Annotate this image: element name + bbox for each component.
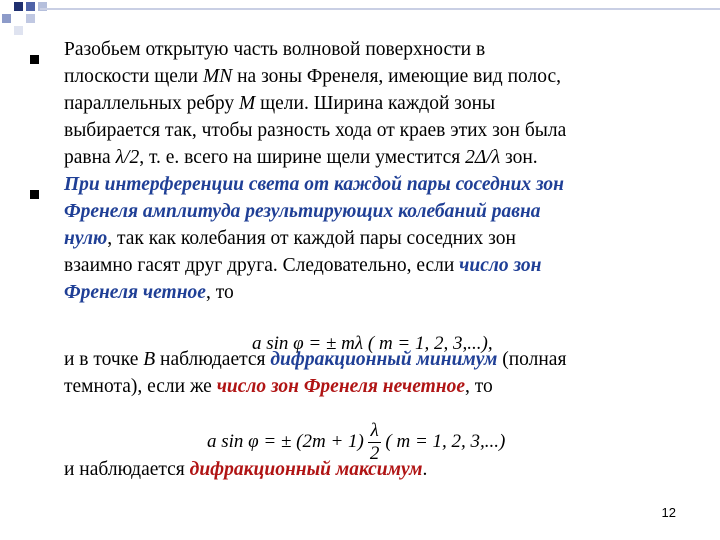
- expression: λ/2: [115, 147, 140, 168]
- text: плоскости щели: [64, 66, 203, 87]
- text: и в точке: [64, 349, 144, 370]
- variable: M: [239, 93, 256, 114]
- decor-square: [26, 2, 35, 11]
- emphasis: нулю: [64, 228, 108, 249]
- text: выбирается так, чтобы разность хода от краев этих зон была: [64, 120, 567, 141]
- text: , так как колебания от каждой пары соседних зон: [107, 228, 516, 249]
- text: взаимно гасят друг друга. Следовательно, если: [64, 255, 460, 276]
- emphasis: дифракционный минимум: [270, 349, 498, 370]
- emphasis: Френеля амплитуда результирующих колебаний равна: [64, 201, 541, 222]
- text: темнота), если же: [64, 376, 217, 397]
- paragraph-1: [64, 36, 702, 171]
- decor-square: [2, 14, 11, 23]
- variable: MN: [202, 66, 233, 87]
- corner-decoration: [0, 0, 720, 40]
- emphasis: число зон Френеля нечетное: [216, 376, 466, 397]
- decor-square: [14, 2, 23, 11]
- decor-square: [26, 14, 35, 23]
- text: наблюдается: [155, 349, 271, 370]
- text: щели. Ширина каждой зоны: [255, 93, 496, 114]
- text: зон.: [500, 147, 538, 168]
- emphasis: Френеля четное: [64, 282, 206, 303]
- formula-left: a sin φ = ± (2m + 1): [207, 430, 364, 452]
- text: Разобьем открытую часть волновой поверхности в: [64, 39, 486, 60]
- page-number: 12: [661, 505, 676, 520]
- text: параллельных ребру: [64, 93, 240, 114]
- formula-maximum: [207, 420, 505, 465]
- top-rule: [40, 8, 720, 10]
- expression: 2Δ/λ: [465, 147, 501, 168]
- bullet-icon: [30, 55, 39, 64]
- bullet-icon: [30, 190, 39, 199]
- text: (полная: [497, 349, 567, 370]
- formula-right: ( m = 1, 2, 3,...): [385, 430, 506, 452]
- emphasis: число зон: [459, 255, 542, 276]
- numerator: λ: [368, 420, 382, 443]
- variable: B: [143, 349, 156, 370]
- decor-square: [14, 26, 23, 35]
- slide-body: [30, 36, 702, 483]
- text: , то: [205, 282, 234, 303]
- fraction: [368, 420, 382, 465]
- emphasis: дифракционный максимум: [189, 459, 423, 480]
- text: на зоны Френеля, имеющие вид полос,: [232, 66, 562, 87]
- text: равна: [64, 147, 116, 168]
- denominator: 2: [369, 443, 380, 464]
- text: , т. е. всего на ширине щели уместится: [139, 147, 466, 168]
- text: и наблюдается: [64, 459, 190, 480]
- emphasis: При интерференции света от каждой пары соседних зон: [64, 174, 564, 195]
- text: .: [422, 459, 428, 480]
- text: , то: [465, 376, 493, 397]
- paragraph-2: [64, 171, 702, 306]
- formula-minimum: a sin φ = ± mλ ( m = 1, 2, 3,...),: [252, 333, 493, 354]
